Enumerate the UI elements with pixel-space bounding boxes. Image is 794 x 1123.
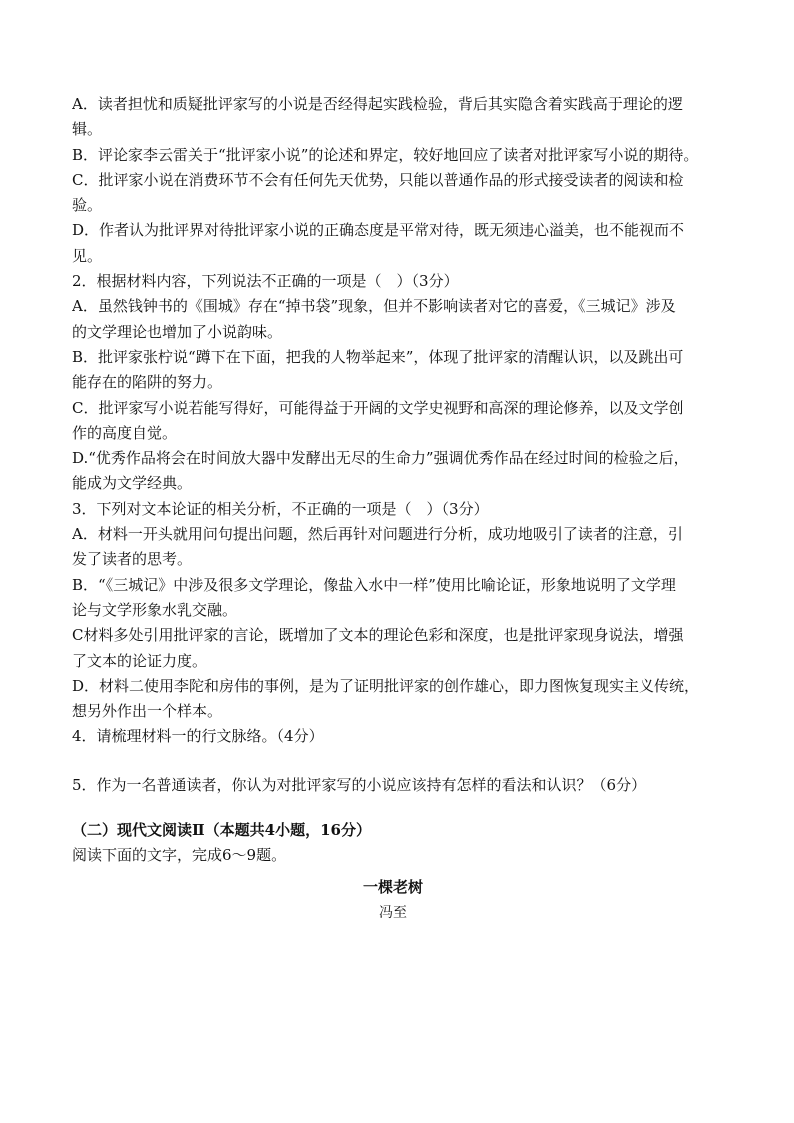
q1-option-b-line1: B．评论家李云雷关于“批评家小说”的论述和界定，较好地回应了读者对批评家写小说的期待。 bbox=[72, 145, 699, 164]
passage-title: 一棵老树 bbox=[362, 877, 423, 896]
q1-option-d-line1: D．作者认为批评界对待批评家小说的正确态度是平常对待，既无须违心溢美，也不能视而不 bbox=[72, 221, 685, 240]
section-heading: （二）现代文阅读Ⅱ（本题共4小题，16分） bbox=[72, 821, 371, 840]
q3-option-d-line2: 想另外作出一个样本。 bbox=[72, 702, 223, 721]
q2-option-a-line1: A．虽然钱钟书的《围城》存在“掉书袋”现象，但并不影响读者对它的喜爱，《三城记》涉及 bbox=[72, 297, 676, 316]
passage-author: 冯至 bbox=[379, 904, 407, 921]
q2-option-d-line2: 能成为文学经典。 bbox=[72, 474, 193, 493]
q3-stem: 3．下列对文本论证的相关分析，不正确的一项是（ ）（3分） bbox=[72, 499, 489, 518]
q1-option-a-line1: A．读者担忧和质疑批评家写的小说是否经得起实践检验，背后其实隐含着实践高于理论的逻 bbox=[72, 95, 683, 113]
q2-option-c-line1: C．批评家写小说若能写得好，可能得益于开阔的文学史视野和高深的理论修养，以及文学创 bbox=[72, 398, 684, 417]
exam-page bbox=[72, 92, 722, 926]
q2-option-b-line2: 能存在的陷阱的努力。 bbox=[72, 373, 223, 392]
q1-option-c-line1: C．批评家小说在消费环节不会有任何先天优势，只能以普通作品的形式接受读者的阅读和检 bbox=[72, 170, 684, 189]
q3-option-d-line1: D．材料二使用李陀和房伟的事例，是为了证明批评家的创作雄心，即力图恢复现实主义传统， bbox=[72, 676, 700, 695]
section-instruction: 阅读下面的文字，完成6～9题。 bbox=[72, 846, 287, 865]
q2-option-a-line2: 的文学理论也增加了小说韵味。 bbox=[72, 322, 283, 341]
q3-option-a-line1: A．材料一开头就用问句提出问题，然后再针对问题进行分析，成功地吸引了读者的注意，引 bbox=[72, 525, 683, 544]
q1-option-a-line2: 辑。 bbox=[72, 120, 103, 139]
q2-option-d-line1: D.“优秀作品将会在时间放大器中发酵出无尽的生命力”强调优秀作品在经过时间的检验之后， bbox=[72, 449, 689, 468]
q1-option-c-line2: 验。 bbox=[72, 196, 103, 215]
q3-option-a-line2: 发了读者的思考。 bbox=[72, 550, 193, 569]
q3-option-c-line1: C材料多处引用批评家的言论，既增加了文本的理论色彩和深度，也是批评家现身说法，增强 bbox=[72, 626, 684, 645]
q2-stem: 2．根据材料内容，下列说法不正确的一项是（ ）（3分） bbox=[72, 272, 459, 291]
answer-space bbox=[72, 798, 722, 818]
q4-stem: 4．请梳理材料一的行文脉络。（4分） bbox=[72, 727, 324, 746]
q2-option-c-line2: 作的高度自觉。 bbox=[72, 423, 178, 442]
q2-option-b-line1: B．批评家张柠说“蹲下在下面，把我的人物举起来”，体现了批评家的清醒认识，以及跳出可 bbox=[72, 347, 684, 366]
q3-option-c-line2: 了文本的论证力度。 bbox=[72, 651, 208, 670]
q3-option-b-line2: 论与文学形象水乳交融。 bbox=[72, 600, 238, 619]
q1-option-d-line2: 见。 bbox=[72, 246, 103, 265]
q5-stem: 5．作为一名普通读者，你认为对批评家写的小说应该持有怎样的看法和认识？（6分） bbox=[72, 775, 647, 794]
q3-option-b-line1: B．“《三城记》中涉及很多文学理论，像盐入水中一样”使用比喻论证，形象地说明了文学理 bbox=[72, 575, 676, 594]
answer-space bbox=[72, 750, 722, 773]
